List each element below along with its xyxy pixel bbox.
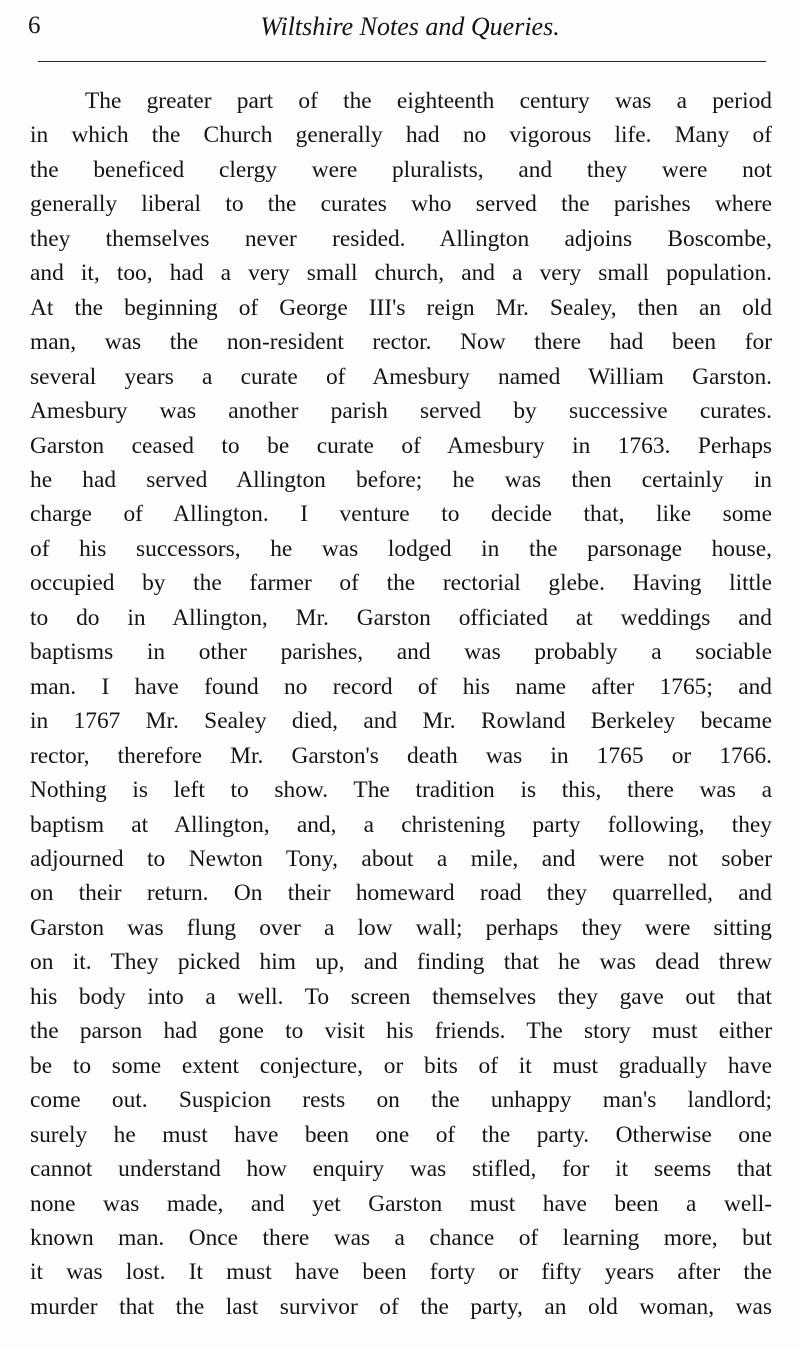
text-line: baptism at Allington, and, a christening party following, they [30,811,772,838]
text-line: man, was the non-resident rector. Now there had been for [30,329,772,356]
text-line: murder that the last survivor of the party, an old woman, was [30,1293,772,1320]
text-line: on their return. On their homeward road they quarrelled, and [30,880,772,907]
text-line: his body into a well. To screen themselves they gave out that [30,983,772,1010]
text-line: cannot understand how enquiry was stifled, for it seems that [30,1156,772,1183]
text-line: baptisms in other parishes, and was probably a sociable [30,639,772,666]
text-line: charge of Allington. I venture to decide that, like some [30,501,772,528]
text-line: several years a curate of Amesbury named William Garston. [30,363,772,390]
text-line: be to some extent conjecture, or bits of it must gradually have [30,1052,772,1079]
text-line: in which the Church generally had no vigorous life. Many of [30,122,772,149]
text-line: of his successors, he was lodged in the parsonage house, [30,535,772,562]
text-line: the parson had gone to visit his friends. The story must either [30,1018,772,1045]
text-line: the beneficed clergy were pluralists, and they were not [30,156,772,183]
text-line: rector, therefore Mr. Garston's death was in 1765 or 1766. [30,742,772,769]
text-line: to do in Allington, Mr. Garston officiated at weddings and [30,604,772,631]
text-line: occupied by the farmer of the rectorial glebe. Having little [30,570,772,597]
text-line: it was lost. It must have been forty or fifty years after the [30,1259,772,1286]
text-line: adjourned to Newton Tony, about a mile, and were not sober [30,845,772,872]
text-line: he had served Allington before; he was then certainly in [30,466,772,493]
text-line: on it. They picked him up, and finding that he was dead threw [30,949,772,976]
text-line: they themselves never resided. Allington adjoins Boscombe, [30,225,772,252]
text-line: come out. Suspicion rests on the unhappy man's landlord; [30,1087,772,1114]
page-number: 6 [28,12,41,39]
text-line: surely he must have been one of the party. Otherwise one [30,1121,772,1148]
text-line: Nothing is left to show. The tradition is this, there was a [30,777,772,804]
text-line: in 1767 Mr. Sealey died, and Mr. Rowland Berkeley became [30,708,772,735]
text-line: none was made, and yet Garston must have been a well- [30,1190,772,1217]
text-line: known man. Once there was a chance of learning more, but [30,1224,772,1251]
body-text [30,84,772,1324]
header-rule [38,61,766,62]
text-line: Garston was flung over a low wall; perhaps they were sitting [30,914,772,941]
text-line: At the beginning of George III's reign Mr. Sealey, then an old [30,294,772,321]
text-line: Garston ceased to be curate of Amesbury in 1763. Perhaps [30,432,772,459]
text-line: Amesbury was another parish served by successive curates. [30,398,772,425]
text-line: and it, too, had a very small church, and a very small population. [30,260,772,287]
running-title: Wiltshire Notes and Queries. [260,12,560,41]
text-line: man. I have found no record of his name after 1765; and [30,673,772,700]
text-line: generally liberal to the curates who served the parishes where [30,191,772,218]
text-line: The greater part of the eighteenth century was a period [85,88,772,114]
